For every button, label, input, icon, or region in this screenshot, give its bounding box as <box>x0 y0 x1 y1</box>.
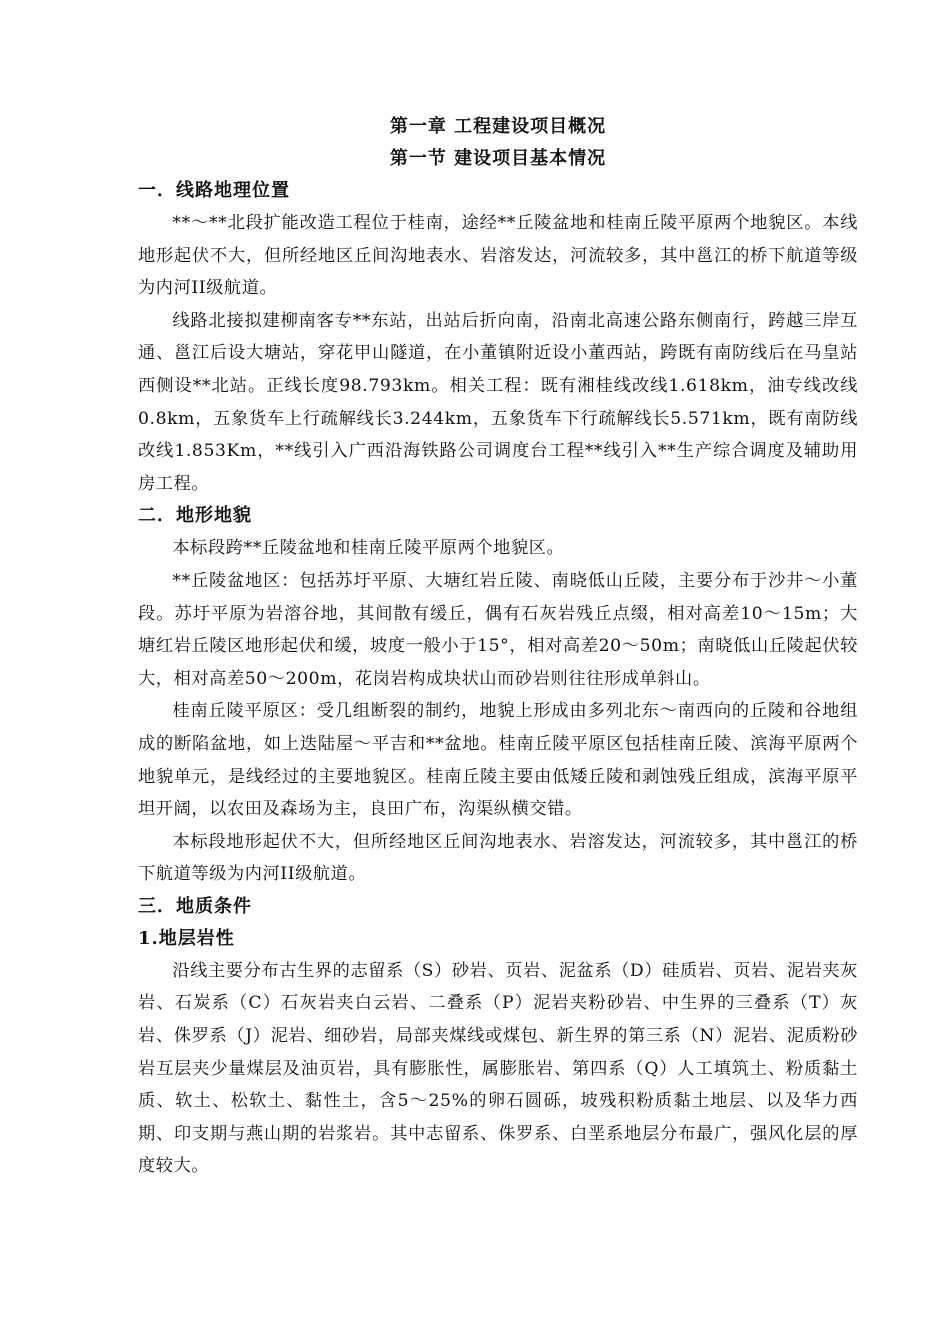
heading-terrain: 二．地形地貌 <box>138 505 252 527</box>
document-body <box>138 111 858 1183</box>
paragraph: **～**北段扩能改造工程位于桂南，途经**丘陵盆地和桂南丘陵平原两个地貌区。本线地形起伏不大，但所经地区丘间沟地表水、岩溶发达，河流较多，其中邕江的桥下航道等级为内河II级航道。 <box>138 213 858 299</box>
paragraph: 桂南丘陵平原区：受几组断裂的制约，地貌上形成由多列北东～南西向的丘陵和谷地组成的断陷盆地，如上迭陆屋～平吉和**盆地。桂南丘陵平原区包括桂南丘陵、滨海平原两个地貌单元，是线经过的主要地貌区。桂南丘陵主要由低矮丘陵和剥蚀残丘组成，滨海平原平坦开阔，以农田及森场为主，良田广布，沟渠纵横交错。 <box>138 701 858 820</box>
subheading-lithology: 1.地层岩性 <box>138 927 235 949</box>
paragraph: 本标段地形起伏不大，但所经地区丘间沟地表水、岩溶发达，河流较多，其中邕江的桥下航道等级为内河II级航道。 <box>138 831 858 885</box>
paragraph: 本标段跨**丘陵盆地和桂南丘陵平原两个地貌区。 <box>172 538 565 559</box>
section-title: 第一节 建设项目基本情况 <box>389 148 607 169</box>
paragraph: 线路北接拟建柳南客专**东站，出站后折向南，沿南北高速公路东侧南行，跨越三岸互通、邕江后设大塘站，穿花甲山隧道，在小董镇附近设小董西站，跨既有南防线后在马皇站西侧设**北站。正线长度98.793km。相关工程：既有湘桂线改线1.618km，油专线改线0.8km，五象货车上行疏解线长3.244km，五象货车下行疏解线长5.571km，既有南防线改线1.853Km，**线引入广西沿海铁路公司调度台工程**线引入**生产综合调度及辅助用房工程。 <box>138 310 858 494</box>
chapter-title: 第一章 工程建设项目概况 <box>389 116 607 137</box>
paragraph: 沿线主要分布古生界的志留系（S）砂岩、页岩、泥盆系（D）硅质岩、页岩、泥岩夹灰岩、石炭系（C）石灰岩夹白云岩、二叠系（P）泥岩夹粉砂岩、中生界的三叠系（T）灰岩、侏罗系（J）泥岩、细砂岩，局部夹煤线或煤包、新生界的第三系（N）泥岩、泥质粉砂岩互层夹少量煤层及油页岩，具有膨胀性，属膨胀岩、第四系（Q）人工填筑土、粉质黏土质、软土、松软土、黏性土，含5～25%的卵石圆砾，坡残积粉质黏土地层、以及华力西期、印支期与燕山期的岩浆岩。其中志留系、侏罗系、白垩系地层分布最广，强风化层的厚度较大。 <box>138 960 858 1177</box>
paragraph: **丘陵盆地区：包括苏圩平原、大塘红岩丘陵、南晓低山丘陵，主要分布于沙井～小董段。苏圩平原为岩溶谷地，其间散有缓丘，偶有石灰岩残丘点缀，相对高差10～15m；大塘红岩丘陵区地形起伏和缓，坡度一般小于15°，相对高差20～50m；南晓低山丘陵起伏较大，相对高差50～200m，花岗岩构成块状山而砂岩则往往形成单斜山。 <box>138 570 858 689</box>
heading-location: 一．线路地理位置 <box>138 180 290 201</box>
heading-geology: 三．地质条件 <box>138 895 252 917</box>
